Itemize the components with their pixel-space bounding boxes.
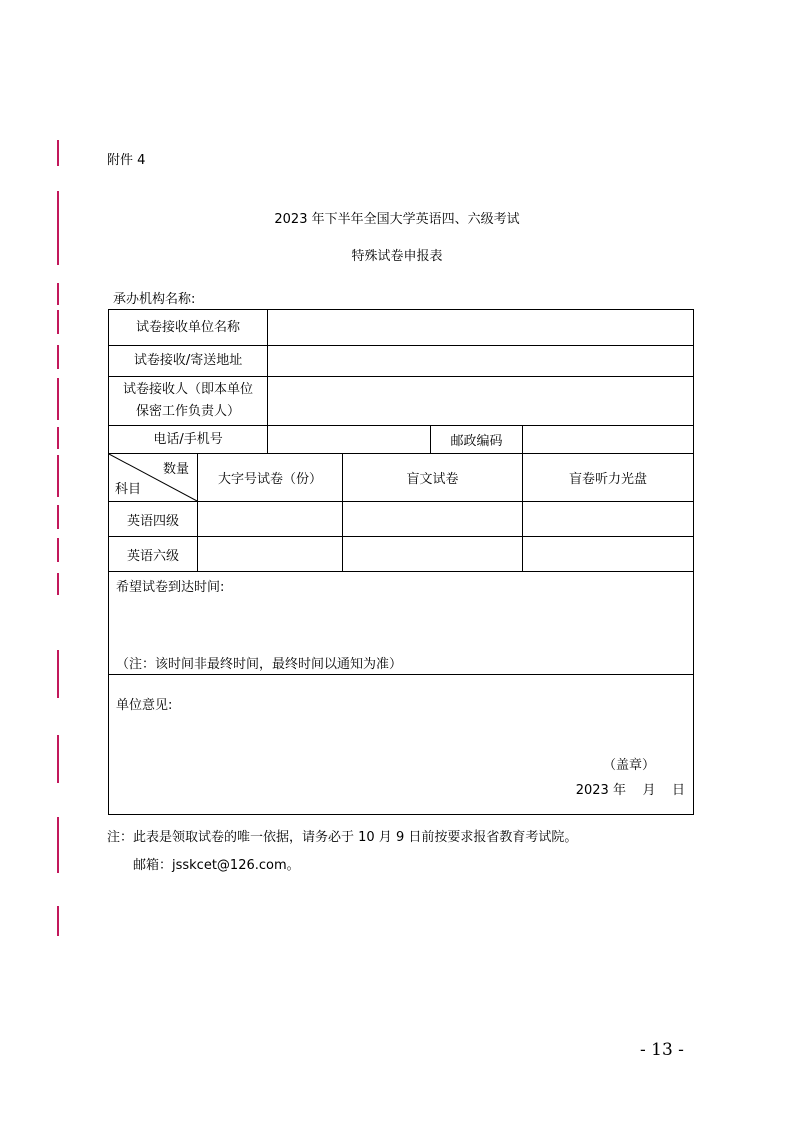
recipient-label-line2: 保密工作负责人） xyxy=(136,404,241,419)
margin-mark xyxy=(57,140,59,166)
margin-mark xyxy=(57,455,59,497)
unit-opinion-label: 单位意见: xyxy=(116,698,173,713)
header-subject: 科目 xyxy=(115,482,142,497)
phone-field[interactable] xyxy=(268,426,431,454)
arrival-time-note: （注：该时间非最终时间，最终时间以通知为准） xyxy=(116,657,403,672)
cet4-audio-cd-field[interactable] xyxy=(523,502,694,537)
margin-mark xyxy=(57,310,59,334)
margin-mark xyxy=(57,650,59,698)
arrival-time-field[interactable] xyxy=(109,572,694,675)
margin-mark xyxy=(57,538,59,562)
row-cet6-label: 英语六级 xyxy=(109,537,198,572)
footnote: 注：此表是领取试卷的唯一依据，请务必于 10 月 9 日前按要求报省教育考试院。 xyxy=(107,830,578,845)
margin-mark xyxy=(57,573,59,595)
unit-opinion-field[interactable] xyxy=(109,675,694,815)
seal-label: （盖章） xyxy=(603,758,656,773)
header-quantity: 数量 xyxy=(162,462,189,477)
receiving-unit-field[interactable] xyxy=(268,310,694,346)
margin-mark xyxy=(57,505,59,529)
address-label: 试卷接收/寄送地址 xyxy=(109,346,268,377)
col-audio-cd: 盲卷听力光盘 xyxy=(523,454,694,502)
recipient-field[interactable] xyxy=(268,377,694,426)
receiving-unit-label: 试卷接收单位名称 xyxy=(109,310,268,346)
cet6-audio-cd-field[interactable] xyxy=(523,537,694,572)
date-line: 2023 年 月 日 xyxy=(575,783,686,798)
email-line: 邮箱：jsskcet@126.com。 xyxy=(133,858,300,873)
diagonal-header-cell xyxy=(109,454,198,502)
cet4-braille-field[interactable] xyxy=(343,502,523,537)
col-large-print: 大字号试卷（份） xyxy=(198,454,343,502)
margin-mark xyxy=(57,735,59,783)
margin-mark xyxy=(57,345,59,369)
cet4-large-print-field[interactable] xyxy=(198,502,343,537)
attachment-label: 附件 4 xyxy=(107,153,146,168)
recipient-label xyxy=(109,377,268,426)
margin-mark xyxy=(57,283,59,305)
margin-mark xyxy=(57,906,59,936)
document-title: 2023 年下半年全国大学英语四、六级考试 xyxy=(274,212,520,227)
postcode-field[interactable] xyxy=(523,426,694,454)
address-field[interactable] xyxy=(268,346,694,377)
document-subtitle: 特殊试卷申报表 xyxy=(351,249,443,264)
page-number: - 13 - xyxy=(640,1040,684,1060)
margin-mark xyxy=(57,378,59,420)
margin-mark xyxy=(57,427,59,449)
cet6-large-print-field[interactable] xyxy=(198,537,343,572)
recipient-label-line1: 试卷接收人（即本单位 xyxy=(123,382,254,397)
organizer-label: 承办机构名称: xyxy=(113,292,196,307)
cet6-braille-field[interactable] xyxy=(343,537,523,572)
margin-mark xyxy=(57,817,59,873)
arrival-time-label: 希望试卷到达时间: xyxy=(116,580,225,595)
row-cet4-label: 英语四级 xyxy=(109,502,198,537)
application-form-table xyxy=(108,309,694,815)
phone-label: 电话/手机号 xyxy=(109,426,268,454)
postcode-label: 邮政编码 xyxy=(431,426,523,454)
col-braille: 盲文试卷 xyxy=(343,454,523,502)
